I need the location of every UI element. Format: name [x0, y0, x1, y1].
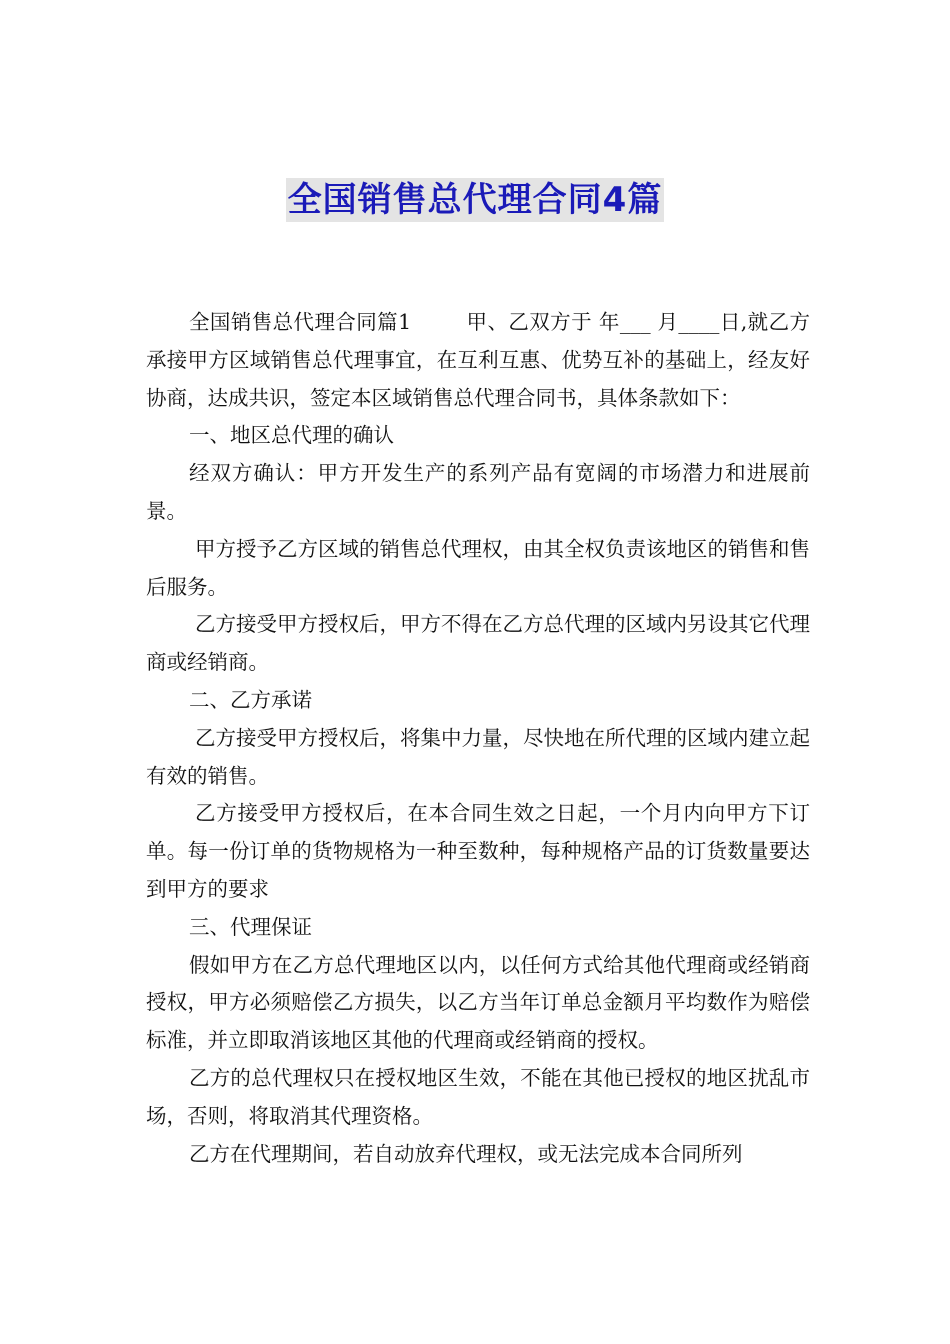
paragraph: 经双方确认：甲方开发生产的系列产品有宽阔的市场潜力和进展前景。 — [146, 461, 810, 523]
paragraph: 假如甲方在乙方总代理地区以内，以任何方式给其他代理商或经销商授权，甲方必须赔偿乙方损失，以乙方当年订单总金额月平均数作为赔偿标准，并立即取消该地区其他的代理商或经销商的授权。 — [146, 952, 810, 1053]
paragraph-intro: 全国销售总代理合同篇1 甲、乙双方于 年___ 月____日,就乙方承接甲方区域销售总代理事宜，在互利互惠、优势互补的基础上，经友好协商，达成共识，签定本区域销售总代理合同书，具体条款如下： — [146, 310, 810, 410]
paragraph: 乙方接受甲方授权后，在本合同生效之日起，一个月内向甲方下订单。每一份订单的货物规格为一种至数种，每种规格产品的订货数量要达到甲方的要求 — [146, 801, 810, 901]
section-heading-2: 二、乙方承诺 — [189, 687, 312, 712]
paragraph: 乙方的总代理权只在授权地区生效，不能在其他已授权的地区扰乱市场，否则，将取消其代理资格。 — [146, 1065, 810, 1128]
paragraph: 乙方接受甲方授权后，将集中力量，尽快地在所代理的区域内建立起有效的销售。 — [146, 725, 810, 788]
section-heading-1: 一、地区总代理的确认 — [189, 423, 394, 448]
document-body — [146, 304, 810, 1173]
document-title: 全国销售总代理合同4篇 — [287, 180, 663, 220]
paragraph: 甲方授予乙方区域的销售总代理权，由其全权负责该地区的销售和售后服务。 — [146, 536, 810, 599]
paragraph: 乙方在代理期间，若自动放弃代理权，或无法完成本合同所列 — [189, 1141, 743, 1166]
section-heading-3: 三、代理保证 — [189, 914, 312, 939]
title-container — [0, 178, 950, 222]
paragraph: 乙方接受甲方授权后，甲方不得在乙方总代理的区域内另设其它代理商或经销商。 — [146, 612, 810, 675]
